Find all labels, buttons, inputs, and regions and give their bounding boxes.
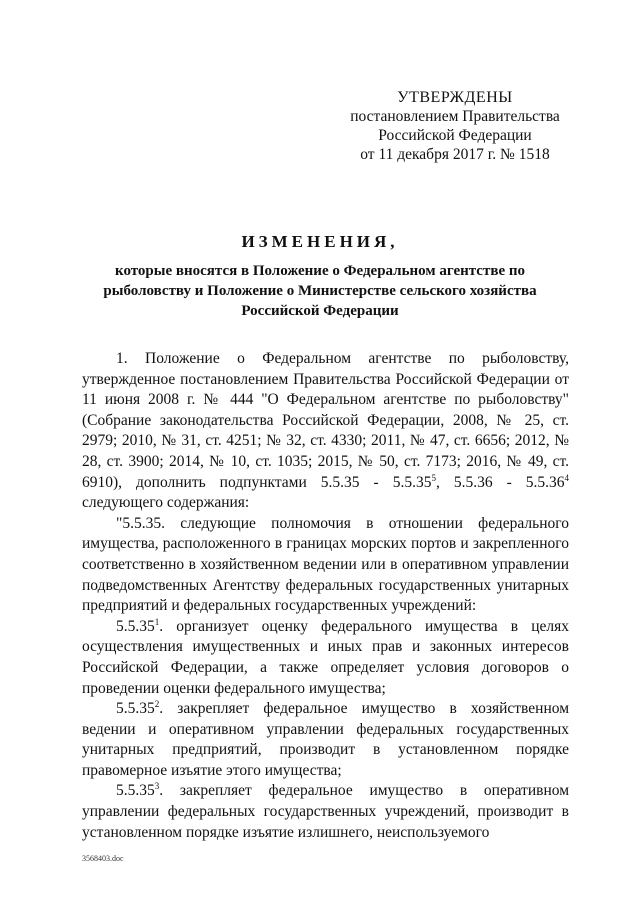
superscript: 2 xyxy=(154,698,160,709)
paragraph-1-end: следующего содержания: xyxy=(82,494,250,512)
clause-text: . закрепляет федеральное имущество в оперативном управлении федеральных государственных учреждений, производит в установленном порядке изъятие излишнего, неиспользуемого xyxy=(82,782,569,841)
document-title: ИЗМЕНЕНИЯ, xyxy=(241,232,399,251)
clause-number: 5.5.35 xyxy=(116,617,155,635)
paragraph-2: "5.5.35. следующие полномочия в отношении федерального имущества, расположенного в границах морских портов и закрепленного соответственно в хозяйственном ведении или в оперативном управлении подведомственных Агентству федеральных государственных унитарных предприятий и федеральных государственных учреждений: xyxy=(82,514,569,615)
superscript: 1 xyxy=(154,616,160,627)
clause-text: . закрепляет федеральное имущество в хозяйственном ведении и оперативном управлении федеральных государственных унитарных предприятий, производит в установленном порядке правомерное изъятие этого имущества; xyxy=(82,700,569,779)
paragraph-1-text: 1. Положение о Федеральном агентстве по рыболовству, утвержденное постановлением Правительства Российской Федерации от 11 июня 2008 г. № 444 "О Федеральном агентстве по рыболовству" (Собрание законодательства Российской Федерации, 2008, № 25, ст. 2979; 2010, № 31, ст. 4251; № 32, ст. 4330; 2011, № 47, ст. 6656; 2012, № 28, ст. 3900; 2014, № 10, ст. 1035; 2015, № 50, ст. 7173; 2016, № 49, ст. 6910), дополнить подпунктами 5.5.35 - 5.5.35 xyxy=(82,350,569,491)
paragraph-5 xyxy=(82,781,569,843)
clause-number: 5.5.35 xyxy=(116,700,155,718)
approval-line-2: Российской Федерации xyxy=(378,127,532,144)
document-body xyxy=(82,349,569,843)
clause-text: . организует оценку федерального имущества в целях осуществления имущественных и иных прав и законных интересов Российской Федерации, а также определяет условия договоров о проведении оценки федерального имущества; xyxy=(82,617,569,697)
clause-number: 5.5.35 xyxy=(116,782,155,800)
approval-line-1: постановлением Правительства xyxy=(350,108,560,125)
superscript: 5 xyxy=(431,472,436,483)
document-subtitle: которые вносятся в Положение о Федеральном агентстве по рыболовству и Положение о Министерстве сельского хозяйства Российской Федерации xyxy=(103,263,537,319)
paragraph-1-mid: , 5.5.36 - 5.5.36 xyxy=(435,473,565,491)
superscript: 4 xyxy=(564,472,569,483)
paragraph-4 xyxy=(82,699,569,781)
paragraph-1 xyxy=(82,349,569,514)
superscript: 3 xyxy=(154,781,160,792)
approval-block xyxy=(340,88,570,164)
approval-heading: УТВЕРЖДЕНЫ xyxy=(397,89,513,106)
paragraph-3 xyxy=(82,617,569,699)
file-name-footer: 3568403.doc xyxy=(82,854,124,863)
approval-line-3: от 11 декабря 2017 г. № 1518 xyxy=(360,146,550,163)
